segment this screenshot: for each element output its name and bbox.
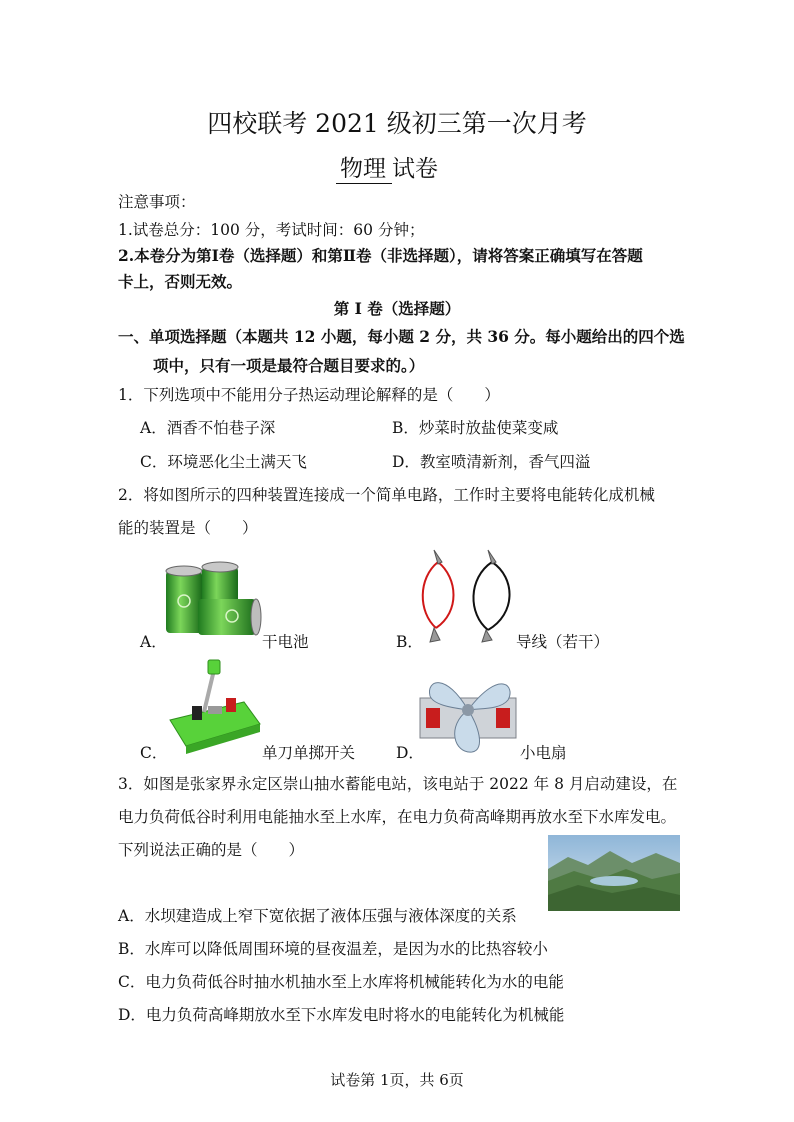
exam-subtitle bbox=[336, 150, 438, 184]
q2-option-a-letter: A． bbox=[140, 633, 167, 651]
part-heading-line2: 项中，只有一项是最符合题目要求的。） bbox=[153, 356, 425, 375]
q3-option-b: B．水库可以降低周围环境的昼夜温差，是因为水的比热容较小 bbox=[118, 940, 548, 958]
q3-option-d: D．电力负荷高峰期放水至下水库发电时将水的电能转化为机械能 bbox=[118, 1006, 565, 1024]
note-item: 卡上，否则无效。 bbox=[118, 272, 243, 291]
note-item: 1.试卷总分：100 分，考试时间：60 分钟； bbox=[118, 221, 425, 239]
q2-option-b-letter: B． bbox=[396, 633, 423, 651]
q3-option-a: A．水坝建造成上窄下宽依据了液体压强与液体深度的关系 bbox=[118, 907, 517, 925]
reservoir-photo bbox=[548, 835, 680, 911]
q1-option-c: C．环境恶化尘土满天飞 bbox=[140, 453, 307, 471]
question-3-stem-line3: 下列说法正确的是（ ） bbox=[118, 841, 305, 859]
notes-heading: 注意事项： bbox=[118, 193, 196, 211]
q2-option-a-label: 干电池 bbox=[262, 633, 309, 651]
q2-option-c-letter: C． bbox=[140, 744, 168, 762]
question-3-stem-line2: 电力负荷低谷时利用电能抽水至上水库，在电力负荷高峰期再放水至下水库发电。 bbox=[118, 808, 677, 826]
fan-image bbox=[416, 662, 520, 756]
q2-option-b-label: 导线（若干） bbox=[516, 633, 610, 651]
q3-option-c: C．电力负荷低谷时抽水机抽水至上水库将机械能转化为水的电能 bbox=[118, 973, 564, 991]
exam-title: 四校联考 2021 级初三第一次月考 bbox=[207, 109, 587, 138]
question-2-stem-line2: 能的装置是（ ） bbox=[118, 519, 258, 537]
q1-option-a: A．酒香不怕巷子深 bbox=[140, 419, 276, 437]
question-1-stem: 1．下列选项中不能用分子热运动理论解释的是（ ） bbox=[118, 386, 500, 404]
battery-image bbox=[162, 561, 262, 649]
switch-image bbox=[164, 658, 264, 754]
q1-option-d: D．教室喷清新剂，香气四溢 bbox=[392, 453, 591, 471]
wires-image bbox=[416, 548, 524, 644]
q2-option-d-letter: D． bbox=[396, 744, 424, 762]
note-item: 2.本卷分为第Ⅰ卷（选择题）和第Ⅱ卷（非选择题），请将答案正确填写在答题 bbox=[118, 246, 643, 265]
question-3-stem-line1: 3．如图是张家界永定区崇山抽水蓄能电站，该电站于 2022 年 8 月启动建设，在 bbox=[118, 775, 678, 793]
q2-option-d-label: 小电扇 bbox=[520, 744, 567, 762]
section-title: 第 I 卷（选择题） bbox=[333, 299, 461, 318]
q1-option-b: B．炒菜时放盐使菜变咸 bbox=[392, 419, 559, 437]
page-footer: 试卷第 1页，共 6页 bbox=[330, 1071, 464, 1089]
q2-option-c-label: 单刀单掷开关 bbox=[262, 744, 356, 762]
question-2-stem-line1: 2．将如图所示的四种装置连接成一个简单电路，工作时主要将电能转化成机械 bbox=[118, 486, 655, 504]
subject-name: 物理 bbox=[336, 150, 392, 184]
subtitle-suffix: 试卷 bbox=[392, 156, 438, 182]
part-heading-line1: 一、单项选择题（本题共 12 小题，每小题 2 分，共 36 分。每小题给出的四个选 bbox=[118, 327, 685, 346]
